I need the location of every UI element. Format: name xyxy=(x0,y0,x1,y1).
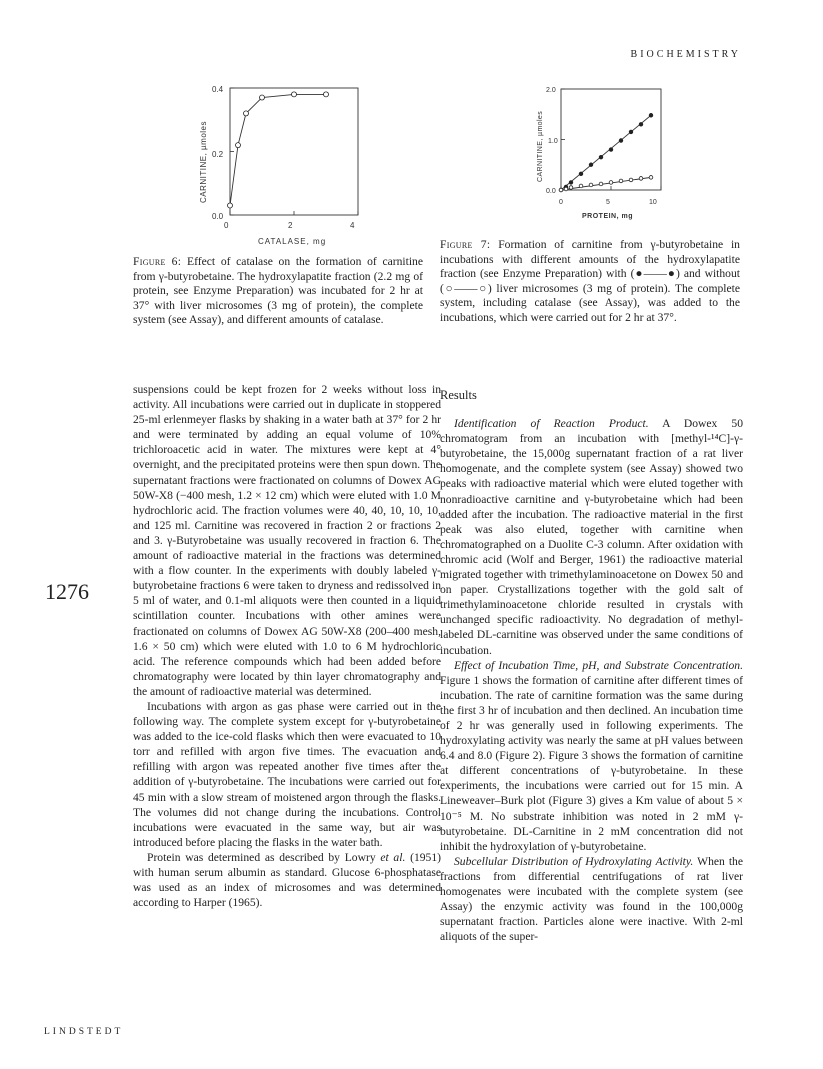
figure-7-ytick-0.0: 0.0 xyxy=(546,188,556,195)
data-point-open xyxy=(579,184,583,188)
data-point-filled xyxy=(599,155,603,159)
figure-6-ylabel: CARNITINE, µmoles xyxy=(199,120,208,203)
data-point-open xyxy=(589,183,593,187)
text-run: Protein was determined as described by Lowry xyxy=(147,850,381,864)
plot-frame xyxy=(230,88,358,215)
figure-6-chart xyxy=(190,78,390,248)
data-point-filled xyxy=(589,163,593,167)
data-point-filled xyxy=(639,123,643,127)
plot-frame xyxy=(561,89,661,190)
text-run: (1951) with human serum albumin as standard. Glucose 6-phosphatase was used as an index of microsomes and was determined according to Harper (1965). xyxy=(133,850,441,910)
figure-6-xtick-2: 2 xyxy=(288,221,293,230)
figure-7-xtick-5: 5 xyxy=(606,199,610,206)
data-point-open xyxy=(228,203,233,208)
data-point-open xyxy=(649,176,653,180)
right-column xyxy=(440,382,743,944)
figure-7-caption-label: Figure 7: xyxy=(440,238,491,251)
subsection-title: Identification of Reaction Product. xyxy=(454,417,649,431)
figure-7-ytick-1.0: 1.0 xyxy=(548,138,558,145)
data-point-open xyxy=(244,111,249,116)
paragraph: suspensions could be kept frozen for 2 weeks without loss in activity. All incubations were carried out in duplicate in stoppered 25-ml erlenmeyer flasks by shaking in a water bath at 37° for 2 hr and were terminated by adding an equal volume of 10% trichloroacetic acid in water. The mixtures were kept at 4° overnight, and the precipitated proteins were then spun down. The supernatant fractions were fractionated on columns of Dowex AG 50W-X8 (−400 mesh, 1.2 × 12 cm) which were eluted with 1.0 M hydrochloric acid. The fraction volumes were 40, 40, 10, 10, 10, and 125 ml. Carnitine was recovered in fraction 2 or fractions 2 and 3. γ-Butyrobetaine was usually recovered in fraction 6. The amount of radioactive material in the fractions was determined with a flow counter. In the experiments with doubly labeled γ-butyrobetaine fractions 6 were taken to dryness and redissolved in 5 ml of water, and 0.1-ml aliquots were then counted in a liquid scintillation counter. Incubations with other amines were fractionated on columns of Dowex AG 50W-X8 (200–400 mesh, 1.6 × 50 cm) which were eluted with 1.0 to 6 M hydrochloric acid. The reference compounds which had been added before chromatography were located by thin layer chromatography and the amount of radioactive material was determined. xyxy=(133,383,441,698)
text-run: Figure 1 shows the formation of carnitine after different times of incubation. The rate of carnitine formation was the same during the first 3 hr of incubation and then declined. An incubation time of 2 hr was generally used in following experiments. The hydroxylating activity was nearly the same at pH values between 6.4 and 8.0 (Figure 2). Figure 3 shows the formation of carnitine at different concentrations of γ-butyrobetaine. In these experiments, the incubations were carried out for 15 min. A Lineweaver–Burk plot (Figure 3) gives a Km value of about 5 × 10⁻⁵ M. No substrate inhibition was noted in 2 mM γ-butyrobetaine. DL-Carnitine in 2 mM concentration did not inhibit the hydroxylation of γ-butyrobetaine. xyxy=(440,673,743,853)
paragraph xyxy=(440,658,743,854)
figure-7-caption-text: Formation of carnitine from γ-butyrobetaine in incubations with different amounts of the hydroxylapatite fraction (see Enzyme Preparation) with (●——●) and without (○——○) liver microsomes (3 mg of protein). The complete system, including catalase (see Assay), was added to the incubations, which were carried out for 2 hr at 37°. xyxy=(440,238,740,324)
figure-6-caption xyxy=(133,255,423,328)
data-point-filled xyxy=(579,172,583,176)
figure-7-chart xyxy=(525,80,685,225)
figure-7 xyxy=(525,80,685,225)
figure-7-xlabel: PROTEIN, mg xyxy=(582,213,634,220)
text-run-italic: et al. xyxy=(380,850,406,864)
figure-6-ytick-0.2: 0.2 xyxy=(212,150,224,159)
paragraph xyxy=(440,854,743,945)
paragraph: Incubations with argon as gas phase were carried out in the following way. The complete system except for γ-butyrobetaine was added to the ice-cold flasks which then were evacuated to 10 torr and refilled with argon five times. The evacuation and refilling with argon was repeated another five times after the addition of γ-butyrobetaine. The incubations were carried out for 45 min with a slow stream of moistened argon through the flasks. The volumes did not change during the incubations. Control incubations were evacuated in the same way, but air was introduced before placing the flasks in the water bath. xyxy=(133,699,441,849)
data-point-filled xyxy=(619,139,623,143)
text-run: When the fractions from differential centrifugations of rat liver homogenates were incubated with the complete system (see Assay) the enzymic activity was found in the 100,000g supernatant fraction. Particles alone were inactive. With 2-ml aliquots of the super- xyxy=(440,854,744,944)
figure-6-ytick-0.4: 0.4 xyxy=(212,85,224,94)
paragraph xyxy=(133,850,441,910)
data-point-open xyxy=(569,186,573,190)
journal-header: BIOCHEMISTRY xyxy=(630,49,741,60)
series-line xyxy=(561,115,651,190)
data-point-open xyxy=(629,178,633,182)
figure-6-xtick-0: 0 xyxy=(224,221,229,230)
figure-7-xtick-10: 10 xyxy=(649,199,657,206)
data-point-filled xyxy=(629,130,633,134)
data-point-open xyxy=(324,92,329,97)
data-point-open xyxy=(260,95,265,100)
data-point-open xyxy=(564,187,568,191)
footer-author: LINDSTEDT xyxy=(44,1027,124,1037)
subsection-title: Subcellular Distribution of Hydroxylating Activity. xyxy=(454,854,694,868)
figure-6-ytick-0.0: 0.0 xyxy=(212,212,224,221)
text-run: A Dowex 50 chromatogram from an incubation with [methyl-¹⁴C]-γ-butyrobetaine, the 15,000g supernatant fraction of a rat liver homogenate, and the complete system (see Assay) showed two peaks with radioactive material which were eluted together with nonradioactive carnitine and γ-butyrobetaine which had been added after the incubation. The radioactive material in the first peak was also eluted, together with carnitine when chromatographed on a Duolite C-3 column. After oxidation with chromic acid (Wolf and Berger, 1961) the radioactive material migrated together with trimethylaminoacetone on Dowex 50 and on paper. Crystallizations together with the gold salt of trimethylaminoacetone chloride resulted in crystals with unchanged specific radioactivity. No degradation of methyl-labeled DL-carnitine was observed under the same conditions of incubation. xyxy=(440,417,743,657)
left-column xyxy=(133,382,441,910)
data-point-open xyxy=(609,181,613,185)
data-point-open xyxy=(292,92,297,97)
data-point-filled xyxy=(569,181,573,185)
data-point-open xyxy=(559,188,563,192)
figure-6-xtick-4: 4 xyxy=(350,221,355,230)
figure-7-ytick-2.0: 2.0 xyxy=(546,87,556,94)
data-point-open xyxy=(619,179,623,183)
paragraph xyxy=(440,416,743,658)
data-point-open xyxy=(639,177,643,181)
figure-6-caption-label: Figure 6: xyxy=(133,255,182,268)
data-point-filled xyxy=(609,148,613,152)
data-point-open xyxy=(599,182,603,186)
section-heading: Results xyxy=(440,388,477,402)
page-number: 1276 xyxy=(45,579,89,604)
figure-6-xlabel: CATALASE, mg xyxy=(258,237,327,246)
figure-7-ylabel: CARNITINE, µmoles xyxy=(537,110,544,182)
data-point-open xyxy=(236,143,241,148)
figure-7-caption xyxy=(440,238,740,326)
data-point-filled xyxy=(649,113,653,117)
figure-6 xyxy=(190,78,390,248)
figure-7-xtick-0: 0 xyxy=(559,199,563,206)
figure-6-caption-text: Effect of catalase on the formation of carnitine from γ-butyrobetaine. The hydroxylapatite fraction (2.2 mg of protein, see Enzyme Preparation) was incubated for 2 hr at 37° with liver microsomes (3 mg of protein), the complete system (see Assay), and different amounts of catalase. xyxy=(133,255,423,327)
subsection-title: Effect of Incubation Time, pH, and Substrate Concentration. xyxy=(454,658,743,672)
